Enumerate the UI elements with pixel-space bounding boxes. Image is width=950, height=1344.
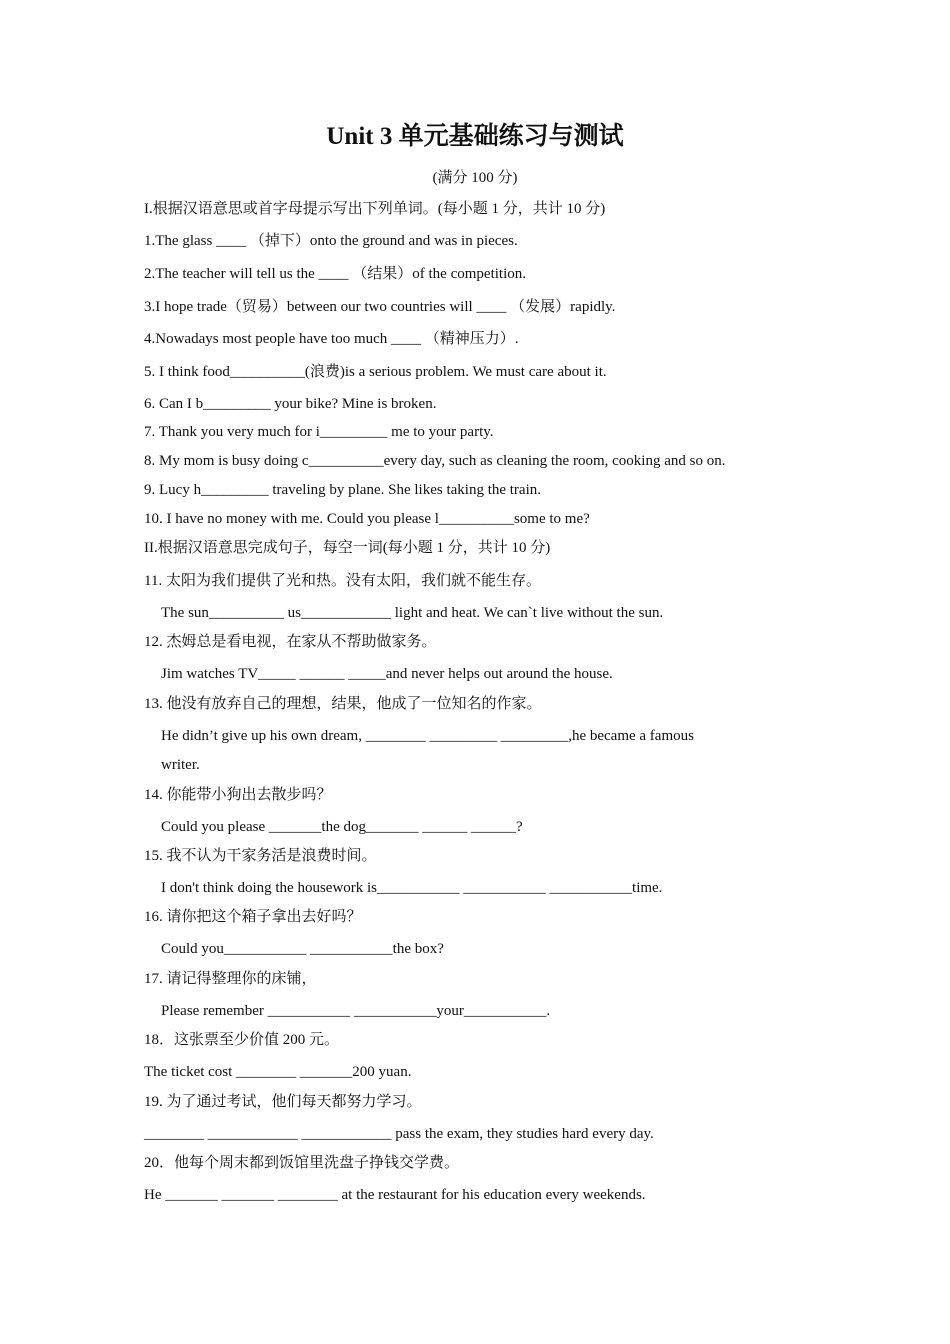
question-14-en: Could you please _______the dog_______ ______ ______? xyxy=(161,819,523,835)
question-12-en: Jim watches TV_____ ______ _____and never helps out around the house. xyxy=(161,666,613,682)
question-14-cn: 14. 你能带小狗出去散步吗？ xyxy=(144,787,332,803)
question-15-en: I don't think doing the housework is___________ ___________ ___________time. xyxy=(161,880,663,896)
page-title: Unit 3 单元基础练习与测试 xyxy=(326,123,624,150)
question-8: 8. My mom is busy doing c__________every day, such as cleaning the room, cooking and so on. xyxy=(144,453,726,469)
question-20-cn: 20．他每个周末都到饭馆里洗盘子挣钱交学费。 xyxy=(144,1155,460,1171)
question-12-cn: 12. 杰姆总是看电视，在家从不帮助做家务。 xyxy=(144,634,437,650)
question-19-en: ________ ____________ ____________ pass the exam, they studies hard every day. xyxy=(144,1126,654,1142)
question-15-cn: 15. 我不认为干家务活是浪费时间。 xyxy=(144,848,377,864)
question-4: 4.Nowadays most people have too much ____ （精神压力）. xyxy=(144,331,519,347)
question-16-en: Could you___________ ___________the box? xyxy=(161,941,444,957)
question-17-cn: 17. 请记得整理你的床铺， xyxy=(144,971,317,987)
question-11-cn: 11. 太阳为我们提供了光和热。没有太阳，我们就不能生存。 xyxy=(144,573,541,589)
question-10: 10. I have no money with me. Could you please l__________some to me? xyxy=(144,511,590,527)
question-16-cn: 16. 请你把这个箱子拿出去好吗？ xyxy=(144,909,362,925)
question-7: 7. Thank you very much for i_________ me to your party. xyxy=(144,424,494,440)
question-17-en: Please remember ___________ ___________your___________. xyxy=(161,1003,551,1019)
question-18-cn: 18．这张票至少价值 200 元。 xyxy=(144,1032,340,1048)
question-6: 6. Can I b_________ your bike? Mine is broken. xyxy=(144,396,437,412)
section-heading-1: I.根据汉语意思或首字母提示写出下列单词。(每小题 1 分，共计 10 分) xyxy=(144,201,606,217)
question-3: 3.I hope trade（贸易）between our two countries will ____ （发展）rapidly. xyxy=(144,299,616,315)
question-1: 1.The glass ____ （掉下）onto the ground and was in pieces. xyxy=(144,233,518,249)
question-5: 5. I think food__________(浪费)is a serious problem. We must care about it. xyxy=(144,364,607,380)
question-19-cn: 19. 为了通过考试，他们每天都努力学习。 xyxy=(144,1094,422,1110)
question-2: 2.The teacher will tell us the ____ （结果）of the competition. xyxy=(144,266,526,282)
question-13-en-cont: writer. xyxy=(161,757,200,773)
question-11-en: The sun__________ us____________ light and heat. We can`t live without the sun. xyxy=(161,605,664,621)
question-13-cn: 13. 他没有放弃自己的理想，结果，他成了一位知名的作家。 xyxy=(144,696,542,712)
question-9: 9. Lucy h_________ traveling by plane. She likes taking the train. xyxy=(144,482,542,498)
question-18-en: The ticket cost ________ _______200 yuan. xyxy=(144,1064,412,1080)
question-20-en: He _______ _______ ________ at the restaurant for his education every weekends. xyxy=(144,1187,646,1203)
page-subtitle: (满分 100 分) xyxy=(432,170,518,186)
section-heading-2: II.根据汉语意思完成句子，每空一词(每小题 1 分，共计 10 分) xyxy=(144,540,551,556)
question-13-en: He didn’t give up his own dream, ________ _________ _________,he became a famous xyxy=(161,728,694,744)
